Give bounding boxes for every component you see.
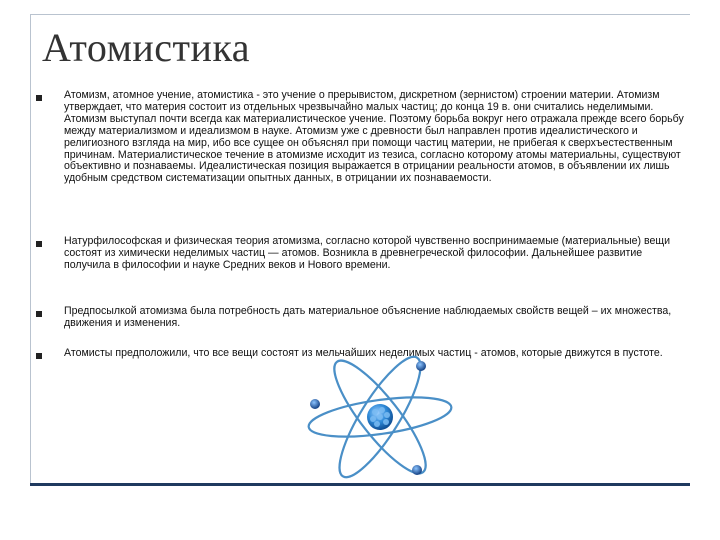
square-bullet-icon [36, 311, 42, 317]
square-bullet-icon [36, 241, 42, 247]
bullet-text: Атомизм, атомное учение, атомистика - это учение о прерывистом, дискретном (зернистом) строении материи. Атомизм утверждает, что материя состоит из отдельных чрезвычайно малых частиц; до конца 19 в. они считались неделимыми. Атомизм выступал почти всегда как материалистическое учение. Поэтому борьба вокруг него отражала прежде всего борьбу между материализмом и идеализмом в науке. Атомизм уже с древности был направлен против идеалистического и религиозного взгляда на мир, ибо все сущее он объяснял при помощи частиц материи, не прибегая к сверхъестественным причинам. Материалистическое течение в атомизме исходит из тезиса, согласно которому атомы материальны, существуют объективно и познаваемы. Идеалистическая позиция выражается в отрицании реальности атомов, в объявлении их лишь удобным средством систематизации опытных данных, в отрицании их познаваемости. [64, 89, 684, 185]
slide-frame-top-line [30, 14, 690, 15]
atom-illustration [305, 352, 455, 482]
electron-dot [416, 361, 426, 371]
electron-dot [412, 465, 422, 475]
bullet-text: Атомисты предположили, что все вещи состоят из мельчайших неделимых частиц - атомов, которые движутся в пустоте. [64, 347, 663, 359]
atom-nucleus [367, 404, 393, 430]
bullet-text: Натурфилософская и физическая теория атомизма, согласно которой чувственно воспринимаемые (материальные) вещи состоят из химически неделимых частиц — атомов. Возникла в древнегреческой философии. Дальнейшее развитие получила в философии и науке Средних веков и Нового времени. [64, 235, 671, 271]
square-bullet-icon [36, 353, 42, 359]
electron-dot [310, 399, 320, 409]
slide-frame-left-line [30, 14, 31, 486]
square-bullet-icon [36, 95, 42, 101]
slide-frame-bottom-line [30, 483, 690, 486]
slide-title: Атомистика [42, 25, 251, 70]
bullet-text: Предпосылкой атомизма была потребность дать материальное объяснение наблюдаемых свойств вещей – их множества, движения и изменения. [64, 305, 672, 329]
